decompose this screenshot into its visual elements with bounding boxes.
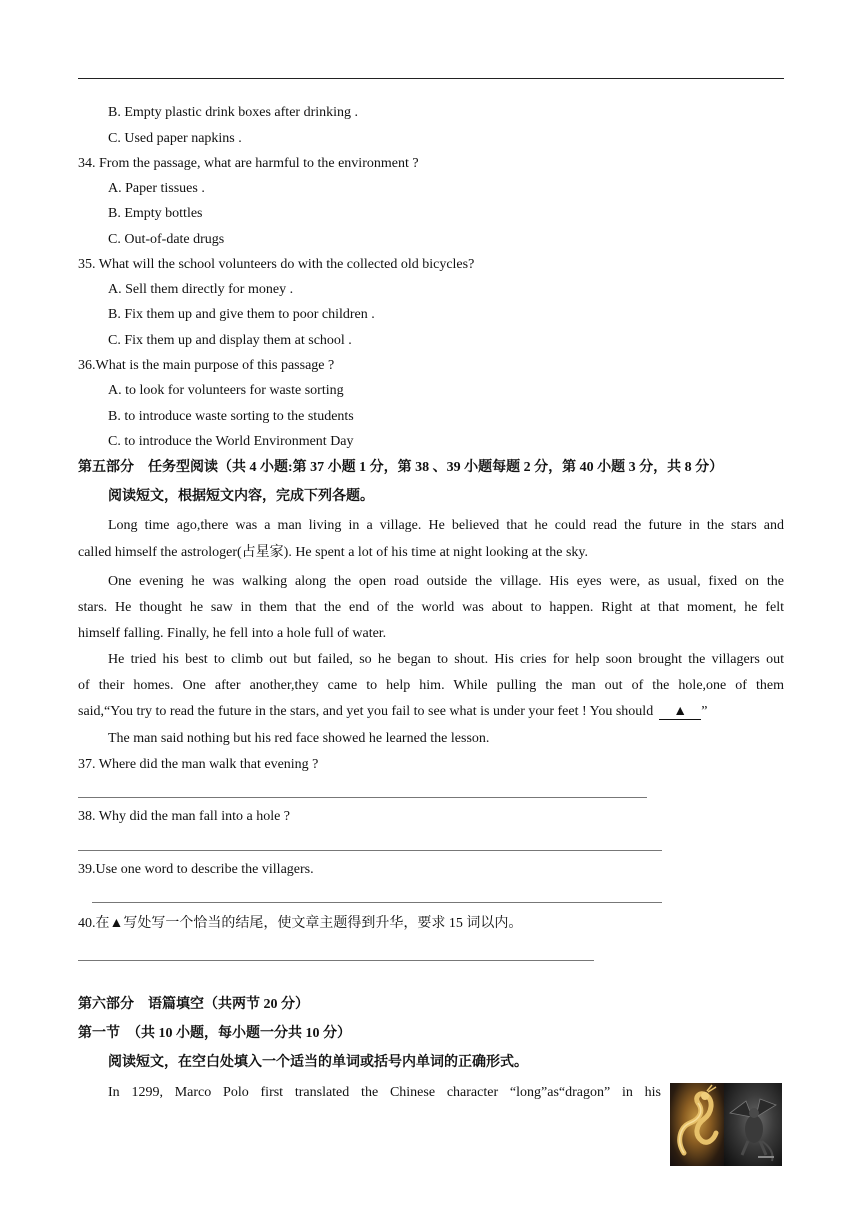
q36-option-a: A. to look for volunteers for waste sorting [108, 383, 344, 398]
q35-stem: 35. What will the school volunteers do with the collected old bicycles? [78, 257, 475, 272]
q37-answer-line[interactable] [78, 797, 647, 798]
passage-p3-line1: He tried his best to climb out but failed, so he began to shout. His cries for help soon brought the villagers out [108, 652, 784, 667]
passage-p2-line1: One evening he was walking along the open road outside the village. His eyes were, as usual, fixed on the [108, 574, 784, 589]
passage-p2-line2: stars. He thought he saw in them that the end of the world was about to happen. Right at that moment, he felt [78, 600, 784, 615]
q34-option-b: B. Empty bottles [108, 206, 203, 221]
q36-option-b: B. to introduce waste sorting to the students [108, 409, 354, 424]
q40-answer-line[interactable] [78, 960, 594, 961]
q34-stem: 34. From the passage, what are harmful to the environment ? [78, 156, 419, 171]
dragon-images [670, 1083, 782, 1166]
answer-blank-marker[interactable]: ▲ [659, 704, 701, 720]
q39-stem: 39.Use one word to describe the villagers. [78, 862, 314, 877]
part6-instruction: 阅读短文，在空白处填入一个适当的单词或括号内单词的正确形式。 [108, 1055, 528, 1070]
q34-option-c: C. Out-of-date drugs [108, 232, 225, 247]
q38-answer-line[interactable] [78, 850, 662, 851]
q36-stem: 36.What is the main purpose of this passage ? [78, 358, 335, 373]
part5-heading: 第五部分 任务型阅读（共 4 小题:第 37 小题 1 分，第 38 、39 小题每题 2 分，第 40 小题 3 分，共 8 分） [78, 460, 724, 475]
part6-heading: 第六部分 语篇填空（共两节 20 分） [78, 997, 309, 1012]
q36-option-c: C. to introduce the World Environment Day [108, 434, 354, 449]
q33-option-b: B. Empty plastic drink boxes after drinking . [108, 105, 359, 120]
part5-instruction: 阅读短文，根据短文内容，完成下列各题。 [108, 489, 374, 504]
header-rule [78, 78, 784, 79]
passage-p1-line2: called himself the astrologer(占星家). He spent a lot of his time at night looking at the sky. [78, 545, 588, 560]
part6-passage-line1: In 1299, Marco Polo first translated the Chinese character “long”as“dragon” in his [108, 1085, 661, 1100]
q40-stem: 40.在▲写处写一个恰当的结尾，使文章主题得到升华，要求 15 词以内。 [78, 916, 523, 931]
passage-p1-line1: Long time ago,there was a man living in a village. He believed that he could read the future in the stars and [108, 518, 784, 533]
q33-option-c: C. Used paper napkins . [108, 131, 242, 146]
western-dragon-image [724, 1083, 782, 1166]
q35-option-a: A. Sell them directly for money . [108, 282, 294, 297]
q38-stem: 38. Why did the man fall into a hole ? [78, 809, 291, 824]
q34-option-a: A. Paper tissues . [108, 181, 205, 196]
passage-p4: The man said nothing but his red face showed he learned the lesson. [108, 731, 490, 746]
q35-option-b: B. Fix them up and give them to poor children . [108, 307, 375, 322]
q39-answer-line[interactable] [92, 902, 662, 903]
passage-p3-line2: of their homes. One after another,they came to help him. While pulling the man out of the hole,one of them [78, 678, 784, 693]
q37-stem: 37. Where did the man walk that evening ? [78, 757, 319, 772]
passage-p3-line3 [78, 703, 707, 721]
golden-chinese-dragon-image [670, 1083, 724, 1166]
closing-quote: ” [701, 704, 708, 719]
q35-option-c: C. Fix them up and display them at school . [108, 333, 352, 348]
part6-section1-heading: 第一节 （共 10 小题，每小题一分共 10 分） [78, 1026, 351, 1041]
passage-p3-line3-text: said,“You try to read the future in the stars, and yet you fail to see what is under your feet ! You should [78, 704, 654, 719]
passage-p2-line3: himself falling. Finally, he fell into a hole full of water. [78, 626, 387, 641]
